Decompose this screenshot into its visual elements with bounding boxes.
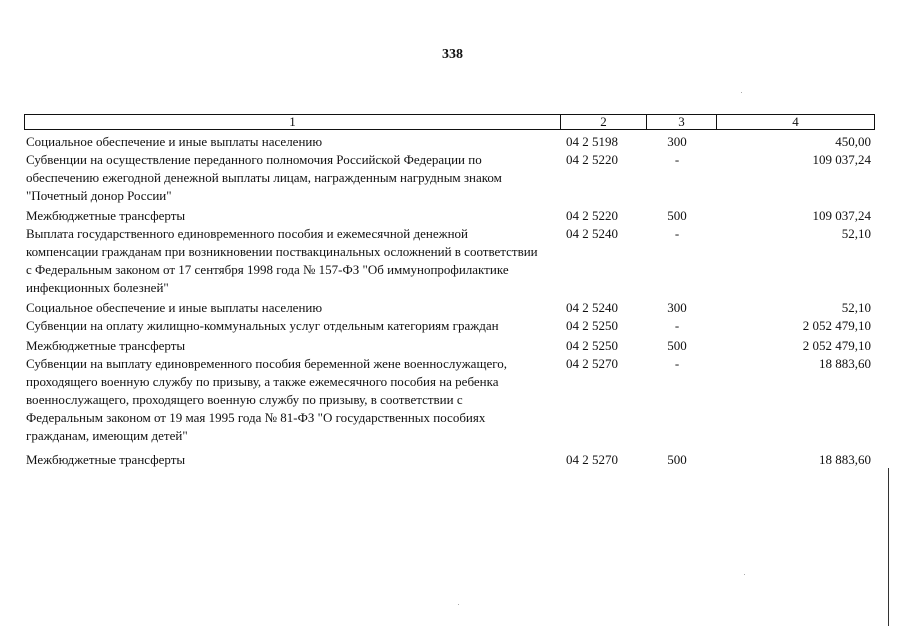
table-row bbox=[26, 451, 871, 469]
row-type: 300 bbox=[667, 134, 687, 149]
row-name: Межбюджетные трансферты bbox=[26, 338, 186, 353]
row-sum: 109 037,24 bbox=[812, 152, 871, 167]
row-sum: 2 052 479,10 bbox=[802, 338, 871, 353]
row-code: 04 2 5240 bbox=[566, 226, 618, 241]
row-code: 04 2 5220 bbox=[566, 152, 618, 167]
row-type: 500 bbox=[667, 208, 687, 223]
row-code: 04 2 5250 bbox=[566, 318, 618, 333]
table-row bbox=[26, 299, 871, 317]
table-row bbox=[26, 207, 871, 225]
row-sum: 52,10 bbox=[841, 226, 871, 241]
scan-speck bbox=[741, 92, 742, 93]
table-row bbox=[26, 151, 871, 205]
row-code: 04 2 5240 bbox=[566, 300, 618, 315]
row-sum: 450,00 bbox=[835, 134, 871, 149]
table-body bbox=[26, 133, 871, 469]
table-row bbox=[26, 225, 871, 297]
row-name: Межбюджетные трансферты bbox=[26, 208, 186, 223]
header-col-2: 2 bbox=[561, 115, 647, 129]
row-type: - bbox=[674, 226, 680, 241]
row-name: Субвенции на осуществление переданного полномочия Российской Федерации по обеспечению ежегодной денежной выплаты лицам, награжденным нагрудным знаком "Почетный донор России" bbox=[26, 152, 502, 203]
table-row bbox=[26, 337, 871, 355]
scan-edge-line bbox=[888, 468, 889, 626]
row-sum: 18 883,60 bbox=[819, 356, 871, 371]
row-type: - bbox=[674, 152, 680, 167]
header-col-1: 1 bbox=[25, 115, 561, 129]
table-row bbox=[26, 133, 871, 151]
row-sum: 52,10 bbox=[841, 300, 871, 315]
row-type: - bbox=[674, 356, 680, 371]
row-type: 300 bbox=[667, 300, 687, 315]
row-sum: 18 883,60 bbox=[819, 452, 871, 467]
row-code: 04 2 5270 bbox=[566, 452, 618, 467]
page-number: 338 bbox=[442, 47, 463, 62]
row-type: 500 bbox=[667, 452, 687, 467]
row-name: Социальное обеспечение и иные выплаты населению bbox=[26, 300, 323, 315]
header-col-4: 4 bbox=[792, 114, 799, 129]
table-header bbox=[24, 114, 875, 130]
row-name: Выплата государственного единовременного пособия и ежемесячной денежной компенсации гражданам при возникновении поствакцинальных осложнений в соответствии с Федеральным законом от 17 сентября 1998 года № 157-ФЗ "Об иммунопрофилактике инфекционных болезней" bbox=[26, 226, 538, 295]
scan-speck bbox=[458, 604, 459, 605]
table-row bbox=[26, 355, 871, 445]
row-name: Социальное обеспечение и иные выплаты населению bbox=[26, 134, 323, 149]
row-name: Межбюджетные трансферты bbox=[26, 452, 186, 467]
header-col-3: 3 bbox=[647, 115, 717, 129]
row-code: 04 2 5220 bbox=[566, 208, 618, 223]
row-code: 04 2 5250 bbox=[566, 338, 618, 353]
row-code: 04 2 5270 bbox=[566, 356, 618, 371]
scan-speck bbox=[744, 574, 745, 575]
row-type: - bbox=[674, 318, 680, 333]
row-sum: 109 037,24 bbox=[812, 208, 871, 223]
row-name: Субвенции на оплату жилищно-коммунальных услуг отдельным категориям граждан bbox=[26, 318, 499, 333]
row-sum: 2 052 479,10 bbox=[802, 318, 871, 333]
row-type: 500 bbox=[667, 338, 687, 353]
table-row bbox=[26, 317, 871, 335]
row-name: Субвенции на выплату единовременного пособия беременной жене военнослужащего, проходящего военную службу по призыву, а также ежемесячного пособия на ребенка военнослужащего, проходящего военную службу по призыву, в соответствии с Федеральным законом от 19 мая 1995 года № 81-ФЗ "О государственных пособиях гражданам, имеющим детей" bbox=[26, 356, 507, 443]
row-code: 04 2 5198 bbox=[566, 134, 618, 149]
